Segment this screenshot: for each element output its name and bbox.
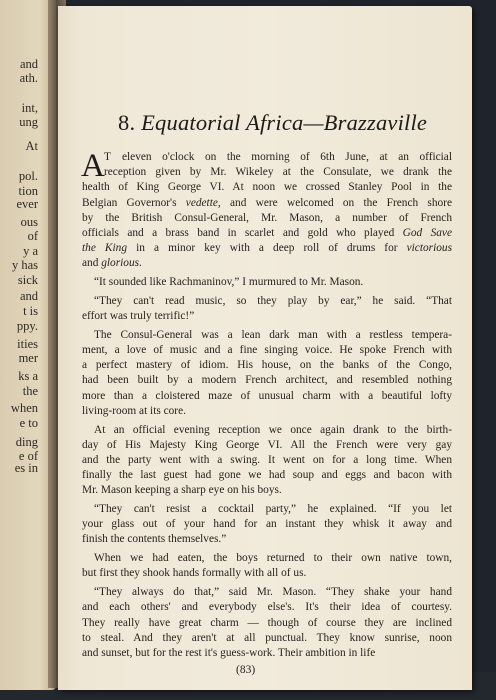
left-page-fragment: tion [18,184,38,198]
left-page-fragment: y a [23,244,38,258]
text-line: effort was truly terrific!” [82,310,195,323]
left-page-fragment: ks a [18,369,38,383]
text-line: They really have great charm — though of course they are inclined [82,616,452,629]
text-line: officials and a brass band in scarlet and gold who played God Save [82,226,452,239]
text-line: and each others' and everybody else's. It's their idea of courtesy. [82,601,452,614]
left-page-fragment: int, [21,101,38,115]
left-page-fragment: sick [17,273,38,287]
text-line: and glorious. [82,257,142,270]
text-line: and sunset, but for the rest it's guess-work. Their ambition in life [82,646,376,659]
text-line: “They always do that,” said Mr. Mason. “They shake your hand [94,586,452,599]
left-page-fragment: ung [19,115,38,129]
left-page-fragment: ding [15,435,38,449]
left-page-fragment: the [22,384,38,398]
text-line: by the British Consul-General, Mr. Mason, a number of French [82,211,452,224]
text-line: health of King George VI. At noon we crossed Stanley Pool in the [82,181,452,194]
text-line: Mr. Mason keeping a sharp eye on his boys. [82,484,282,497]
left-page-fragment: e of [18,449,38,463]
text-line: more than a cloistered maze of unusual charm with a beautiful lofty [82,389,452,402]
chapter-number: 8. [118,110,136,135]
text-line: When we had eaten, the boys returned to their own native town, [94,552,452,565]
left-page-fragment: y has [11,258,38,272]
text-line: ment, a love of music and a fine singing voice. He spoke French with [82,344,452,357]
left-page-fragment: of [27,229,38,243]
text-line: reception given by Mr. Wikeley at the Consulate, we drank the [104,166,452,179]
text-line: T eleven o'clock on the morning of 6th June, at an official [104,151,452,163]
left-page-fragment: At [25,139,38,153]
text-line: The Consul-General was a lean dark man with a restless tempera- [94,328,452,341]
text-line: At an official evening reception we once again drank to the birth- [94,423,452,436]
left-page-fragment: mer [18,351,38,365]
text-line: “It sounded like Rachmaninov,” I murmured to Mr. Mason. [94,276,364,289]
left-page-fragment: ath. [19,71,38,85]
text-line: day of His Majesty King George VI. All the French were very gay [82,438,452,451]
text-line: to steal. And they aren't at all punctual. They know sunrise, noon [82,631,452,644]
left-page-fragment: ities [17,337,38,351]
left-page-fragment: when [10,401,38,415]
chapter-title [118,110,428,136]
left-page-fragment: e to [19,416,38,430]
left-page-fragment: pol. [18,169,38,183]
left-page-fragment: ever [16,197,38,211]
left-page-fragment: ppy. [16,319,38,333]
text-line: but first they shook hands formally with all of us. [82,567,307,580]
left-page-fragment: t is [23,304,38,318]
left-page-fragment: ous [20,215,38,229]
text-line: finish the contents themselves.” [82,533,227,546]
left-page-fragment: es in [14,461,38,475]
text-line: living-room at its core. [82,404,186,417]
drop-cap: A [81,148,105,184]
text-line: your glass out of your hand for an instant they whisk it away and [82,518,452,531]
text-line: Belgian Governor's vedette, and were welcomed on the French shore [82,196,452,209]
left-page-fragment: and [19,289,38,303]
left-page-fragment: and [19,57,38,71]
body-text [82,150,452,661]
text-line: “They can't read music, so they play by ear,” he said. “That [94,294,452,307]
text-line: finally the last guest had gone we had soup and eggs and bacon with [82,469,452,482]
text-line: had been built by a modern French architect, and resembled nothing [82,374,452,387]
text-line: and the party went with a swing. It went on for a long time. When [82,453,452,466]
chapter-name: Equatorial Africa—Brazzaville [141,110,428,135]
text-line: a perfect mastery of idiom. His house, on the banks of the Congo, [82,359,452,372]
text-line: “They can't resist a cocktail party,” he explained. “If you let [94,503,452,516]
text-line: the King in a minor key with a deep roll of drums for victorious [82,242,452,255]
page-number: (83) [236,664,256,676]
